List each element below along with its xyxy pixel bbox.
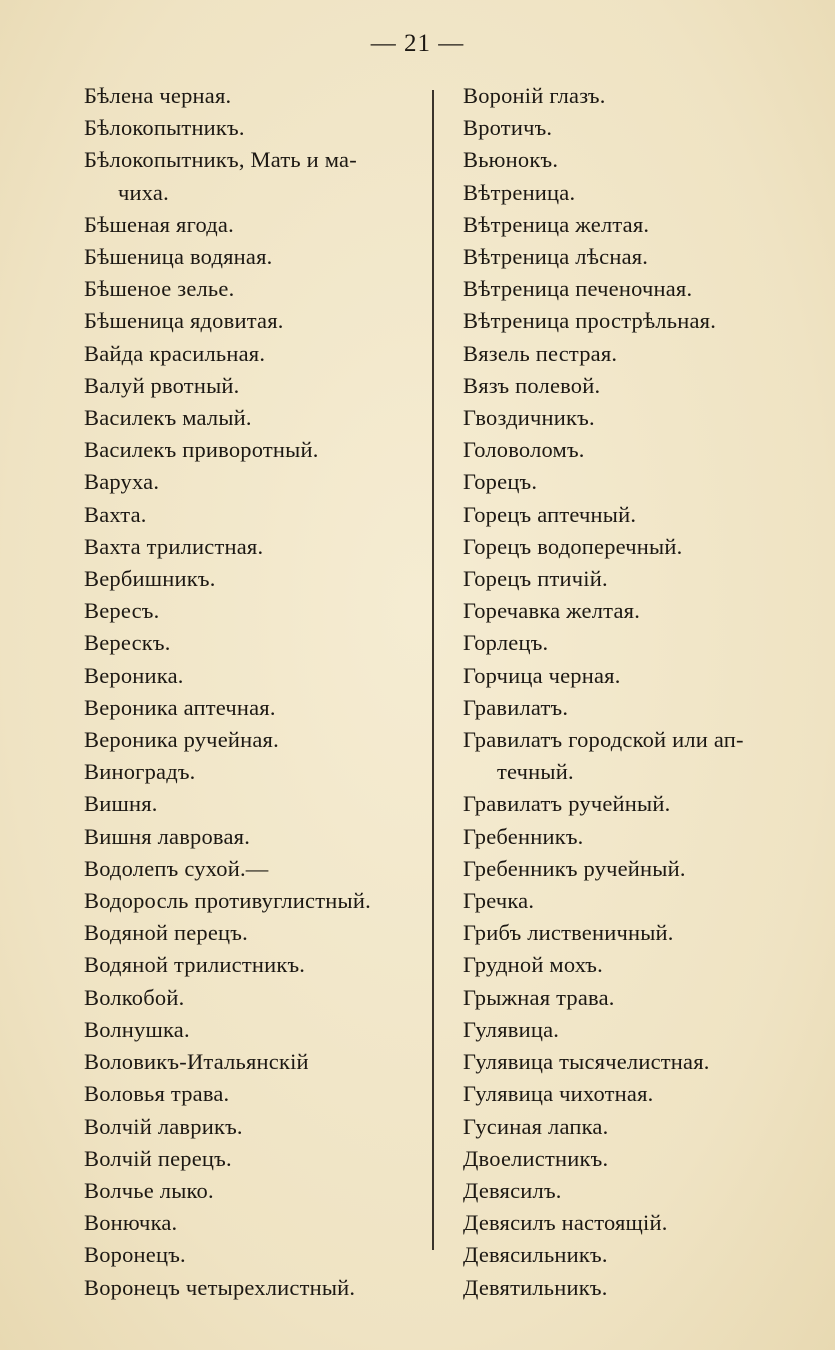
list-item: Грибъ лиственичный. [463, 920, 674, 946]
page-number: — 21 — [370, 30, 465, 57]
list-item: Горецъ. [463, 469, 538, 495]
list-item: Бѣлокопытникъ. [84, 115, 245, 141]
list-item: Водяной перецъ. [84, 920, 248, 946]
list-item-continuation: чиха. [118, 179, 169, 205]
list-item: Валуй рвотный. [84, 372, 240, 398]
list-item: Двоелистникъ. [463, 1145, 609, 1171]
list-item: Гребенникъ. [463, 823, 584, 849]
list-item: Вязъ полевой. [463, 372, 601, 398]
list-item: Василекъ малый. [84, 405, 252, 431]
list-item: Девясилъ настоящій. [463, 1210, 668, 1236]
list-item: Волчій перецъ. [84, 1145, 232, 1171]
list-item: Варуха. [84, 469, 160, 495]
left-column [84, 80, 424, 1304]
list-item: Вересъ. [84, 598, 160, 624]
list-item: Вѣтреница прострѣльная. [463, 308, 717, 334]
list-item: Водоросль противуглистный. [84, 888, 371, 914]
list-item: Бѣшеная ягода. [84, 211, 234, 237]
list-item: Горчица черная. [463, 662, 621, 688]
column-divider [432, 90, 434, 1250]
list-item: Грудной мохъ. [463, 952, 603, 978]
list-item: Вишня лавровая. [84, 823, 251, 849]
list-item: Виноградъ. [84, 759, 196, 785]
list-item: Бѣлокопытникъ, Мать и ма- [84, 147, 357, 173]
list-item: Вѣтреница желтая. [463, 211, 650, 237]
list-item: Вахта трилистная. [84, 533, 264, 559]
list-item: Верескъ. [84, 630, 171, 656]
list-item: Вайда красильная. [84, 340, 266, 366]
list-item: Вербишникъ. [84, 566, 216, 592]
list-item: Горлецъ. [463, 630, 549, 656]
list-item: Воловикъ-Итальянскій [84, 1049, 309, 1075]
list-item: Гравилатъ. [463, 694, 569, 720]
list-item: Бѣшеница водяная. [84, 244, 273, 270]
list-item: Вишня. [84, 791, 158, 817]
list-item: Волчье лыко. [84, 1177, 214, 1203]
list-item: Волкобой. [84, 984, 185, 1010]
list-item: Вонючка. [84, 1210, 178, 1236]
list-item: Водяной трилистникъ. [84, 952, 306, 978]
list-item: Вьюнокъ. [463, 147, 559, 173]
list-item: Гулявица чихотная. [463, 1081, 654, 1107]
list-item: Водолепъ сухой.— [84, 855, 269, 881]
list-item: Грыжная трава. [463, 984, 615, 1010]
list-item: Горецъ аптечный. [463, 501, 637, 527]
list-item: Волнушка. [84, 1016, 190, 1042]
list-item: Вѣтреница. [463, 179, 576, 205]
list-item: Девясилъ. [463, 1177, 562, 1203]
list-item: Гулявица тысячелистная. [463, 1049, 710, 1075]
list-item: Вротичъ. [463, 115, 553, 141]
list-item: Волчій лаврикъ. [84, 1113, 243, 1139]
list-item: Гравилатъ ручейный. [463, 791, 671, 817]
list-item: Воловья трава. [84, 1081, 230, 1107]
list-item: Вахта. [84, 501, 147, 527]
list-item: Горечавка желтая. [463, 598, 641, 624]
list-item: Василекъ приворотный. [84, 437, 319, 463]
list-item: Головоломъ. [463, 437, 585, 463]
list-item: Горецъ птичій. [463, 566, 608, 592]
list-item: Вероника. [84, 662, 184, 688]
list-item: Гречка. [463, 888, 535, 914]
list-item: Девясильникъ. [463, 1242, 608, 1268]
list-item: Вероника аптечная. [84, 694, 276, 720]
list-item: Гвоздичникъ. [463, 405, 595, 431]
list-item: Бѣшеное зелье. [84, 276, 235, 302]
list-item: Вѣтреница печеночная. [463, 276, 693, 302]
list-item-continuation: течный. [497, 759, 574, 785]
list-item: Гулявица. [463, 1016, 560, 1042]
list-item: Гребенникъ ручейный. [463, 855, 686, 881]
list-item: Бѣлена черная. [84, 83, 232, 108]
list-item: Вороній глазъ. [463, 83, 606, 108]
list-item: Бѣшеница ядовитая. [84, 308, 284, 334]
list-item: Вѣтреница лѣсная. [463, 244, 649, 270]
right-column [463, 80, 823, 1304]
list-item: Гравилатъ городской или ап- [463, 727, 744, 753]
list-item: Воронецъ четырехлистный. [84, 1274, 356, 1300]
list-item: Девятильникъ. [463, 1274, 608, 1300]
list-item: Воронецъ. [84, 1242, 186, 1268]
list-item: Горецъ водоперечный. [463, 533, 683, 559]
list-item: Вязель пестрая. [463, 340, 618, 366]
list-item: Гусиная лапка. [463, 1113, 609, 1139]
list-item: Вероника ручейная. [84, 727, 279, 753]
